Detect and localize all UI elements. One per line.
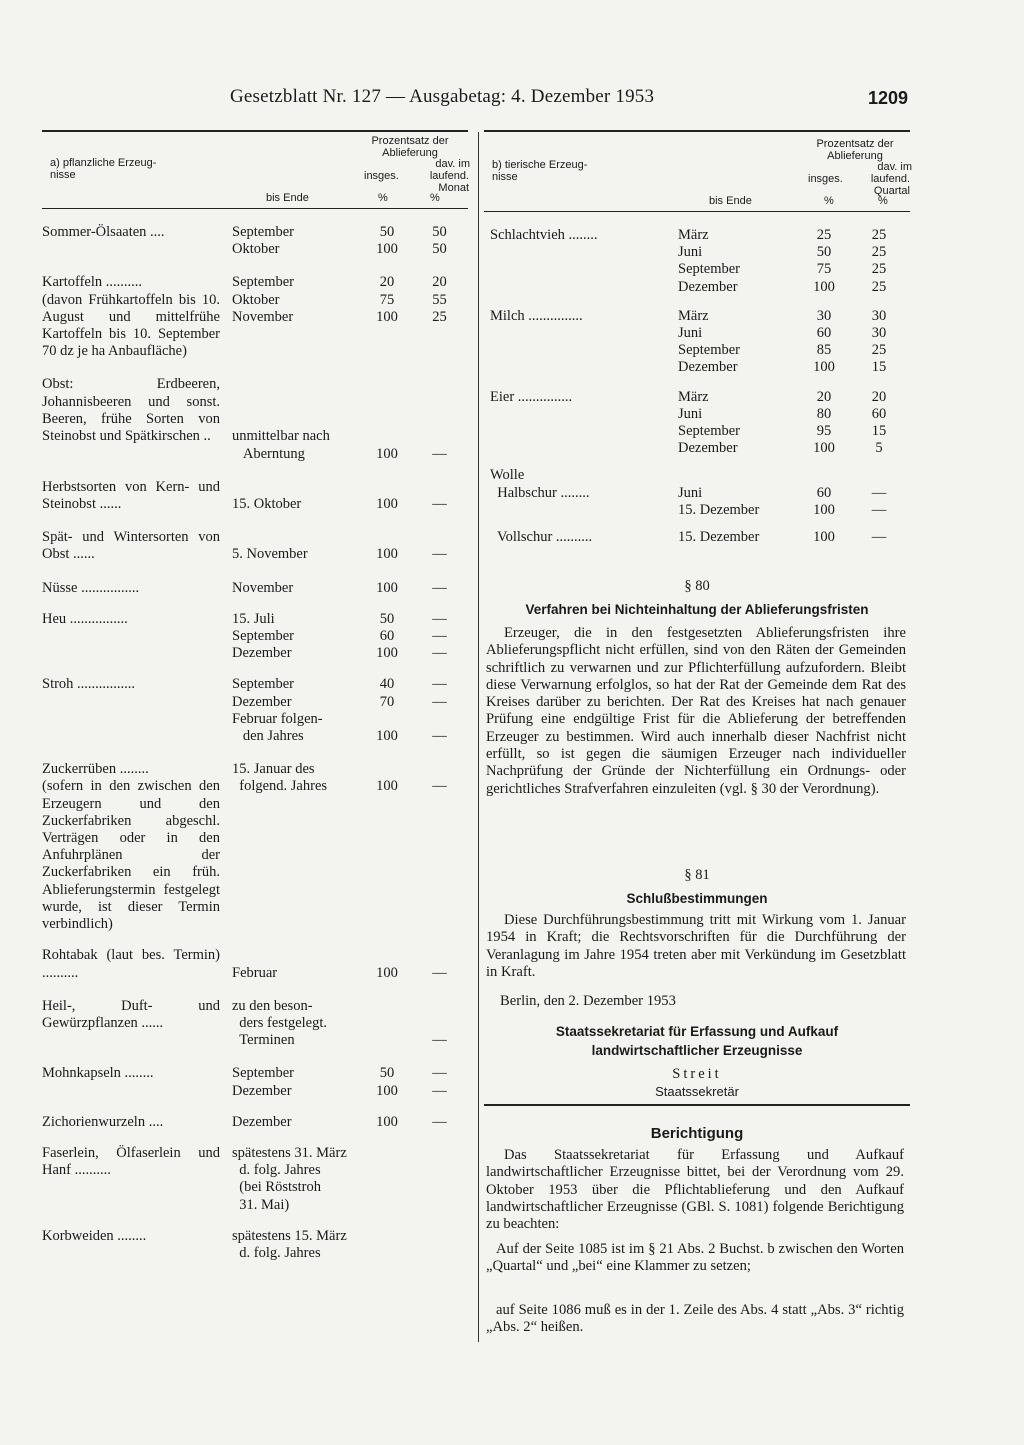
- signer-name: Streit: [672, 1066, 722, 1082]
- table-row: [42, 376, 467, 462]
- right-head-insges: insges.: [808, 173, 843, 185]
- section-80-number: § 80: [684, 578, 710, 594]
- table-row: [42, 529, 467, 563]
- left-table-head-rule: [42, 208, 468, 209]
- section-separator-rule: [484, 1104, 910, 1106]
- row-dav: — —: [432, 1065, 447, 1099]
- row-period: September Oktober: [232, 224, 295, 258]
- table-row: [42, 611, 467, 663]
- row-period: November: [232, 579, 294, 596]
- row-period: März Juni September Dezember: [678, 388, 741, 457]
- row-period: 15. Dezember: [678, 529, 760, 546]
- row-dav: —: [432, 1032, 447, 1049]
- row-period: Dezember: [232, 1113, 292, 1130]
- left-head-unit2: %: [430, 192, 440, 204]
- row-name: Zuckerrüben ........ (sofern in den zwischen den Erzeugern und den Zuckerfabriken abgeschl. Verträgen oder in den Anfuhrplänen der Zuckerfabriken ein früh. Ablieferungstermin festgelegt wurde, ist dieser Termin verbindlich): [42, 761, 220, 933]
- row-name: Faserlein, Ölfaserlein und Hanf ..........: [42, 1144, 224, 1179]
- table-row: [42, 998, 467, 1050]
- row-dav: —: [432, 546, 447, 563]
- row-period: Juni 15. Dezember: [678, 484, 760, 518]
- left-head-bis-ende: bis Ende: [266, 192, 309, 204]
- right-head-bis-ende: bis Ende: [709, 195, 752, 207]
- table-row: [42, 224, 467, 258]
- row-insges: 50 60 100: [376, 610, 398, 662]
- row-name: Stroh ................: [42, 676, 136, 693]
- row-period: spätestens 31. März d. folg. Jahres (bei Röststroh 31. Mai): [232, 1144, 347, 1213]
- row-name: Eier ...............: [490, 388, 573, 405]
- row-name: Mohnkapseln ........: [42, 1065, 154, 1082]
- left-head-category: a) pflanzliche Erzeug- nisse: [50, 157, 157, 181]
- page-number: 1209: [868, 88, 909, 108]
- row-dav: 20 55 25: [432, 274, 447, 325]
- right-table-top-rule: [484, 130, 910, 132]
- row-period: 15. Oktober: [232, 496, 302, 513]
- row-insges: 100: [376, 964, 398, 981]
- row-dav: —: [871, 529, 887, 546]
- row-period: unmittelbar nach Aberntung: [232, 428, 330, 462]
- row-dav: —: [432, 778, 447, 795]
- row-name: Milch ...............: [490, 307, 583, 324]
- row-insges: 100: [376, 496, 398, 513]
- left-head-pct-title: Prozentsatz der Ablieferung: [371, 135, 449, 159]
- section-80-title: Verfahren bei Nichteinhaltung der Ablieferungsfristen: [525, 602, 869, 617]
- row-insges: 20 75 100: [376, 274, 398, 325]
- table-row: [42, 1228, 467, 1262]
- row-insges: 50 100: [376, 1065, 398, 1099]
- row-insges: [382, 1228, 412, 1262]
- row-insges: 100: [376, 778, 398, 795]
- row-name: Kartoffeln .......... (davon Frühkartoffeln bis 10. August und mittelfrühe Kartoffeln bis 10. September 70 dz je ha Anbaufläche): [42, 274, 220, 360]
- row-name: Sommer-Ölsaaten ....: [42, 224, 165, 240]
- table-row: [490, 467, 910, 519]
- row-period: September Oktober November: [232, 274, 295, 325]
- correction-paragraph-3: auf Seite 1086 muß es in der 1. Zeile des Abs. 4 statt „Abs. 3“ richtig „Abs. 2“ heißen.: [486, 1302, 904, 1336]
- row-insges: 25 50 75 100: [813, 227, 835, 295]
- row-dav: —: [432, 445, 447, 462]
- left-head-unit1: %: [378, 192, 388, 204]
- row-insges: 100: [376, 1113, 398, 1130]
- row-insges: 100: [376, 579, 398, 596]
- row-period: 5. November: [232, 546, 308, 563]
- section-81-number: § 81: [684, 867, 710, 883]
- table-row: [42, 1114, 467, 1131]
- row-name: Herbstsorten von Kern- und Steinobst ......: [42, 478, 224, 513]
- table-row: [42, 676, 467, 745]
- table-row: [490, 529, 910, 546]
- row-insges: 40 70 100: [376, 676, 398, 745]
- section-80-text: Erzeuger, die in den festgesetzten Ablieferungsfristen ihre Ablieferungspflicht nicht erfüllen, sind von den Räten der Gemeinden schriftlich zu verwarnen und zur Pflichterfüllung aufzufordern. Bleibt diese Verwarnung erfolglos, so hat der Rat der Gemeinde dem Rat des Kreises darüber zu berichten. Der Rat des Kreises hat nach genauer Prüfung eine endgültige Frist für die Ablieferung der betreffenden Erzeuger zu bestimmen. Wird auch innerhalb dieser Nachfrist nicht erfüllt, so ist gegen die säumigen Erzeuger nach individueller Nachprüfung der Gründe der Nichterfüllung ein Ordnungs- oder gerichtliches Strafverfahren einzuleiten (vgl. § 30 der Verordnung).: [486, 625, 906, 797]
- row-dav: [412, 1228, 467, 1262]
- row-period: 15. Juli September Dezember: [232, 610, 295, 662]
- table-row: [42, 947, 467, 981]
- table-row: [490, 227, 910, 296]
- row-dav: — —: [871, 484, 887, 518]
- row-dav: —: [432, 1113, 447, 1130]
- left-head-dav: dav. im: [435, 158, 470, 170]
- right-head-category: b) tierische Erzeug- nisse: [492, 159, 588, 183]
- right-head-unit2: %: [878, 195, 888, 207]
- row-dav: 25 25 25 25: [871, 227, 887, 295]
- row-dav: [412, 1145, 467, 1214]
- row-insges: 100: [376, 445, 398, 462]
- signer-title: Staatssekretär: [655, 1084, 739, 1099]
- row-dav: 50 50: [432, 224, 447, 258]
- row-period: zu den beson- ders festgelegt. Terminen: [232, 997, 328, 1049]
- row-insges: 30 60 85 100: [813, 307, 835, 376]
- row-dav: — — —: [432, 676, 447, 745]
- row-insges: [382, 1145, 412, 1214]
- right-head-unit1: %: [824, 195, 834, 207]
- row-name: Wolle Halbschur ........: [490, 467, 590, 501]
- table-row: [42, 761, 467, 933]
- left-table-top-rule: [42, 130, 468, 132]
- table-row: [42, 1065, 467, 1099]
- row-dav: 20 60 15 5: [871, 388, 887, 457]
- right-table-head-rule: [484, 211, 910, 212]
- row-period: September Dezember Februar folgen- den Jahres: [232, 676, 323, 745]
- row-name: Obst: Erdbeeren, Johannisbeeren und sonst. Beeren, frühe Sorten von Steinobst und Spätkirschen ..: [42, 376, 224, 445]
- row-name: Rohtabak (laut bes. Termin) ..........: [42, 947, 224, 981]
- row-insges: 60 100: [813, 484, 835, 518]
- right-head-period: laufend. Quartal: [870, 173, 910, 197]
- right-table-body: [490, 227, 910, 546]
- left-table-body: [42, 224, 467, 1262]
- row-period: September Dezember: [232, 1065, 295, 1099]
- row-dav: 30 30 25 15: [871, 307, 887, 376]
- row-period: März Juni September Dezember: [678, 307, 741, 376]
- row-insges: 100: [813, 529, 835, 546]
- row-insges: 50 100: [376, 224, 398, 258]
- table-row: [42, 274, 467, 360]
- row-period: März Juni September Dezember: [678, 227, 741, 295]
- row-period: 15. Januar des folgend. Jahres: [232, 761, 328, 795]
- row-name: Korbweiden ........: [42, 1227, 147, 1244]
- row-name: Nüsse ................: [42, 579, 140, 596]
- row-name: Spät- und Wintersorten von Obst ......: [42, 529, 224, 563]
- correction-paragraph-2: Auf der Seite 1085 ist im § 21 Abs. 2 Buchst. b zwischen den Worten „Quartal“ und „bei“ eine Klammer zu setzen;: [486, 1241, 904, 1275]
- table-row: [490, 389, 910, 458]
- row-period: spätestens 15. März d. folg. Jahres: [232, 1227, 347, 1261]
- place-date: Berlin, den 2. Dezember 1953: [500, 993, 676, 1009]
- correction-paragraph-1: Das Staatssekretariat für Erfassung und Aufkauf landwirtschaftlicher Erzeugnisse bittet, bei der Verordnung vom 29. Oktober 1953 über die Pflichtablieferung und den Aufkauf landwirtschaftlicher Erzeugnisse (GBl. S. 1081) folgende Berichtigung zu beachten:: [486, 1147, 904, 1233]
- row-insges: [362, 998, 412, 1050]
- row-dav: —: [432, 496, 447, 513]
- table-row: [42, 580, 467, 597]
- row-name: Heu ................: [42, 610, 128, 627]
- section-81-title: Schlußbestimmungen: [626, 891, 768, 906]
- left-head-period: laufend. Monat: [429, 170, 469, 194]
- row-period: Februar: [232, 964, 278, 981]
- table-row: [42, 1145, 467, 1214]
- left-head-insges: insges.: [364, 170, 399, 182]
- issuing-authority: Staatssekretariat für Erfassung und Aufkauf landwirtschaftlicher Erzeugnisse: [555, 1024, 839, 1058]
- table-row: [490, 308, 910, 377]
- row-name: Heil-, Duft- und Gewürzpflanzen ......: [42, 997, 224, 1031]
- section-81-text: Diese Durchführungsbestimmung tritt mit Wirkung vom 1. Januar 1954 in Kraft; die Rechtsvorschriften für die Durchführung der Veranlagung im Jahre 1954 treten aber mit Verkündung im Gesetzblatt in Kraft.: [486, 912, 906, 980]
- table-row: [42, 479, 467, 513]
- correction-title: Berichtigung: [650, 1125, 744, 1142]
- row-name: Zichorienwurzeln ....: [42, 1113, 164, 1130]
- column-divider: [478, 132, 479, 1342]
- right-head-pct-title: Prozentsatz der Ablieferung: [816, 138, 894, 162]
- row-name: Schlachtvieh ........: [490, 227, 598, 243]
- page-header: Gesetzblatt Nr. 127 — Ausgabetag: 4. Dezember 1953: [230, 86, 655, 107]
- row-dav: —: [432, 964, 447, 981]
- row-dav: — — —: [432, 610, 447, 662]
- row-insges: 100: [376, 546, 398, 563]
- row-name: Vollschur ..........: [490, 529, 593, 546]
- right-head-dav: dav. im: [877, 161, 912, 173]
- row-insges: 20 80 95 100: [813, 388, 835, 457]
- row-dav: —: [432, 579, 447, 596]
